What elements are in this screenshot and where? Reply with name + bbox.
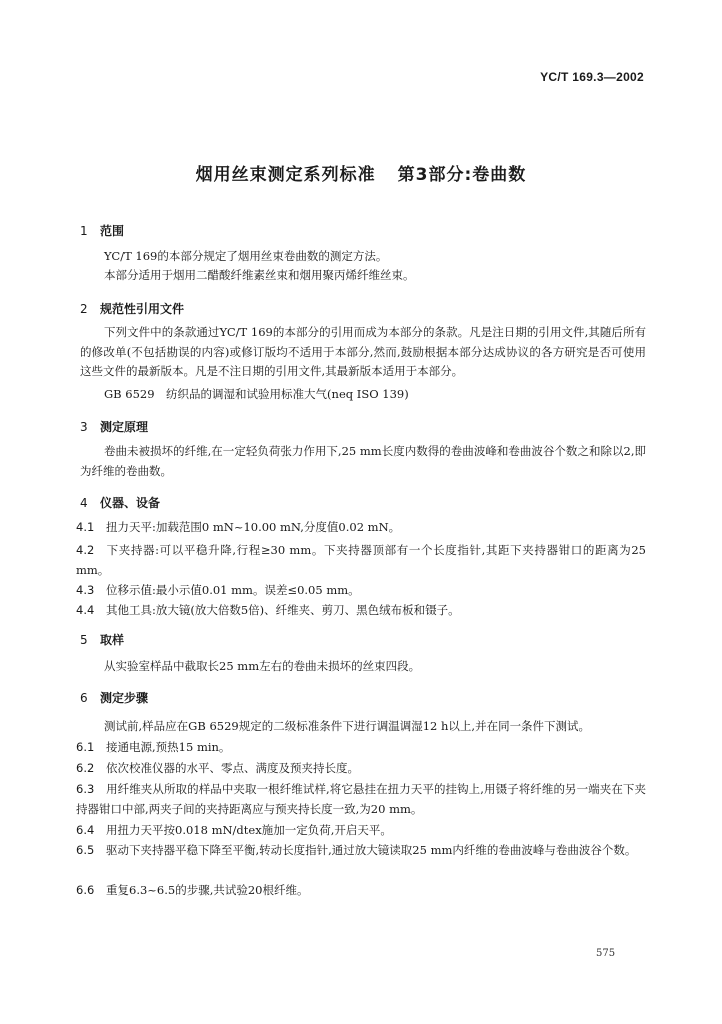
standard-code: YC/T 169.3—2002 bbox=[540, 70, 644, 84]
section-title: 范围 bbox=[100, 224, 125, 238]
section-title: 测定原理 bbox=[100, 420, 149, 434]
section-1-heading bbox=[80, 222, 124, 239]
item-text: 下夹持器:可以平稳升降,行程≥30 mm。下夹持器顶部有一个长度指针,其距下夹持器钳口的距离为25 mm。 bbox=[76, 543, 646, 577]
list-item bbox=[76, 737, 646, 757]
item-number: 6.1 bbox=[76, 740, 95, 754]
title-main: 烟用丝束测定系列标准 bbox=[195, 165, 376, 185]
section-title: 仪器、设备 bbox=[100, 496, 161, 510]
section-3-heading bbox=[80, 418, 148, 435]
item-number: 6.3 bbox=[76, 782, 95, 796]
section-5-paragraph: 从实验室样品中截取长25 mm左右的卷曲未损坏的丝束四段。 bbox=[104, 659, 421, 673]
document-title bbox=[0, 160, 722, 185]
list-item bbox=[76, 580, 646, 600]
section-number: 6 bbox=[80, 691, 88, 705]
item-text: 位移示值:最小示值0.01 mm。误差≤0.05 mm。 bbox=[106, 583, 360, 597]
list-item bbox=[76, 517, 646, 537]
section-title: 测定步骤 bbox=[100, 691, 149, 705]
list-item bbox=[76, 880, 646, 900]
item-text: 重复6.3~6.5的步骤,共试验20根纤维。 bbox=[106, 883, 309, 897]
section-6-heading bbox=[80, 689, 148, 706]
item-number: 4.3 bbox=[76, 583, 95, 597]
item-number: 6.2 bbox=[76, 761, 95, 775]
item-number: 6.4 bbox=[76, 823, 95, 837]
section-number: 2 bbox=[80, 302, 88, 316]
item-text: 用纤维夹从所取的样品中夹取一根纤维试样,将它悬挂在扭力天平的挂钩上,用镊子将纤维的另一端夹在下夹持器钳口中部,两夹子间的夹持距离应与预夹持长度一致,为20 mm。 bbox=[76, 782, 646, 816]
section-number: 4 bbox=[80, 496, 88, 510]
list-item bbox=[76, 758, 646, 778]
list-item bbox=[76, 779, 646, 819]
item-text: 接通电源,预热15 min。 bbox=[106, 740, 231, 754]
item-number: 4.2 bbox=[76, 543, 95, 557]
section-title: 规范性引用文件 bbox=[100, 302, 185, 316]
item-text: 扭力天平:加载范围0 mN~10.00 mN,分度值0.02 mN。 bbox=[106, 520, 401, 534]
item-number: 6.5 bbox=[76, 843, 95, 857]
page-number: 575 bbox=[596, 948, 616, 959]
item-number: 4.4 bbox=[76, 603, 95, 617]
list-item bbox=[76, 600, 646, 620]
section-5-heading bbox=[80, 631, 124, 648]
section-3-paragraph: 卷曲未被损坏的纤维,在一定轻负荷张力作用下,25 mm长度内数得的卷曲波峰和卷曲波谷个数之和除以2,即为纤维的卷曲数。 bbox=[80, 444, 646, 478]
title-part: 第3部分:卷曲数 bbox=[397, 165, 527, 185]
section-6-paragraph: 测试前,样品应在GB 6529规定的二级标准条件下进行调温调湿12 h以上,并在同一条件下测试。 bbox=[104, 719, 591, 733]
list-item bbox=[76, 840, 646, 860]
section-2-heading bbox=[80, 300, 184, 317]
item-text: 驱动下夹持器平稳下降至平衡,转动长度指针,通过放大镜读取25 mm内纤维的卷曲波峰与卷曲波谷个数。 bbox=[106, 843, 637, 857]
list-item bbox=[76, 540, 646, 580]
list-item bbox=[76, 820, 646, 840]
section-2-paragraph: 下列文件中的条款通过YC/T 169的本部分的引用而成为本部分的条款。凡是注日期的引用文件,其随后所有的修改单(不包括勘误的内容)或修订版均不适用于本部分,然而,鼓励根据本部分达成协议的各方研究是否可使用这些文件的最新版本。凡是不注日期的引用文件,其最新版本适用于本部分。 bbox=[80, 325, 646, 378]
section-number: 1 bbox=[80, 224, 88, 238]
item-text: 依次校准仪器的水平、零点、满度及预夹持长度。 bbox=[106, 761, 359, 775]
normative-reference: GB 6529 纺织品的调湿和试验用标准大气(neq ISO 139) bbox=[104, 387, 409, 401]
section-1-line-1: YC/T 169的本部分规定了烟用丝束卷曲数的测定方法。 bbox=[104, 249, 388, 263]
item-number: 6.6 bbox=[76, 883, 95, 897]
section-4-heading bbox=[80, 494, 160, 511]
section-1-line-2: 本部分适用于烟用二醋酸纤维素丝束和烟用聚丙烯纤维丝束。 bbox=[104, 268, 415, 282]
section-number: 3 bbox=[80, 420, 88, 434]
item-text: 其他工具:放大镜(放大倍数5倍)、纤维夹、剪刀、黑色绒布板和镊子。 bbox=[106, 603, 460, 617]
section-title: 取样 bbox=[100, 633, 125, 647]
item-text: 用扭力天平按0.018 mN/dtex施加一定负荷,开启天平。 bbox=[106, 823, 392, 837]
item-number: 4.1 bbox=[76, 520, 95, 534]
section-number: 5 bbox=[80, 633, 88, 647]
